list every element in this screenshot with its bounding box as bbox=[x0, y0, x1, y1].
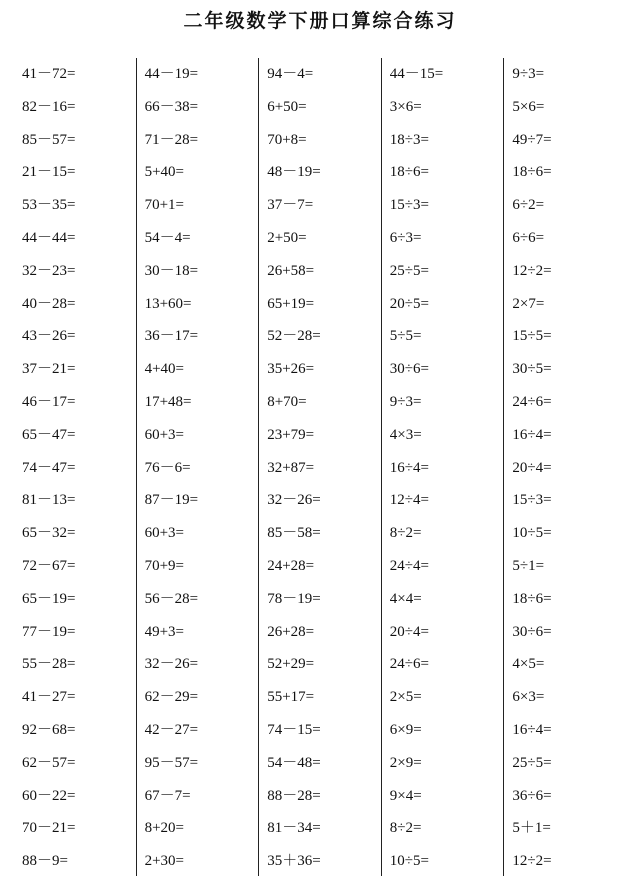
problem-item: 9×4= bbox=[389, 787, 422, 804]
problem-item: 32+87= bbox=[267, 459, 315, 476]
problem-item: 2×5= bbox=[389, 689, 422, 706]
problem-item: 65－47= bbox=[22, 426, 76, 443]
problem-item: 13+60= bbox=[144, 295, 192, 312]
problem-item: 85－58= bbox=[267, 525, 321, 542]
problem-column-4 bbox=[381, 58, 504, 876]
problem-item: 15÷3= bbox=[512, 492, 552, 509]
problem-item: 72－67= bbox=[22, 557, 76, 574]
problem-item: 43－26= bbox=[22, 328, 76, 345]
problem-item: 5＋1= bbox=[512, 820, 551, 837]
problem-item: 62－29= bbox=[144, 689, 199, 706]
problem-grid bbox=[14, 58, 626, 876]
problem-item: 6÷6= bbox=[512, 229, 545, 246]
problem-item: 32－26= bbox=[144, 656, 199, 673]
problem-item: 65－32= bbox=[22, 525, 76, 542]
problem-item: 25÷5= bbox=[512, 754, 552, 771]
problem-item: 46－17= bbox=[22, 393, 76, 410]
problem-item: 70+8= bbox=[267, 131, 307, 148]
problem-item: 20÷5= bbox=[389, 295, 429, 312]
problem-item: 60+3= bbox=[144, 426, 185, 443]
problem-item: 12÷4= bbox=[389, 492, 429, 509]
problem-item: 60－22= bbox=[22, 787, 76, 804]
problem-item: 41－27= bbox=[22, 689, 76, 706]
problem-column-1 bbox=[14, 58, 136, 876]
problem-item: 2+30= bbox=[144, 853, 185, 870]
problem-item: 2×7= bbox=[512, 295, 545, 312]
problem-item: 49÷7= bbox=[512, 131, 552, 148]
problem-item: 55+17= bbox=[267, 689, 315, 706]
problem-item: 10÷5= bbox=[512, 525, 552, 542]
problem-item: 66－38= bbox=[144, 98, 199, 115]
problem-item: 70+9= bbox=[144, 557, 185, 574]
problem-item: 76－6= bbox=[144, 459, 191, 476]
problem-item: 94－4= bbox=[267, 66, 314, 82]
problem-item: 32－26= bbox=[267, 492, 321, 509]
problem-item: 5÷1= bbox=[512, 557, 545, 574]
problem-item: 16÷4= bbox=[389, 459, 429, 476]
problem-item: 67－7= bbox=[144, 787, 191, 804]
problem-item: 41－72= bbox=[22, 66, 76, 82]
problem-item: 17+48= bbox=[144, 393, 192, 410]
problem-item: 56－28= bbox=[144, 590, 199, 607]
problem-item: 81－13= bbox=[22, 492, 76, 509]
problem-item: 20÷4= bbox=[512, 459, 552, 476]
problem-item: 8+70= bbox=[267, 393, 307, 410]
problem-item: 2+50= bbox=[267, 229, 307, 246]
problem-item: 36－17= bbox=[144, 328, 199, 345]
problem-item: 18÷3= bbox=[389, 131, 429, 148]
problem-item: 6÷2= bbox=[512, 197, 545, 214]
problem-item: 52+29= bbox=[267, 656, 315, 673]
problem-item: 30－18= bbox=[144, 262, 199, 279]
problem-item: 24÷6= bbox=[512, 393, 552, 410]
problem-item: 32－23= bbox=[22, 262, 76, 279]
problem-item: 10÷5= bbox=[389, 853, 429, 870]
problem-item: 21－15= bbox=[22, 164, 76, 181]
problem-item: 95－57= bbox=[144, 754, 199, 771]
problem-item: 20÷4= bbox=[389, 623, 429, 640]
problem-item: 23+79= bbox=[267, 426, 315, 443]
problem-item: 70+1= bbox=[144, 197, 185, 214]
problem-item: 4×5= bbox=[512, 656, 545, 673]
problem-item: 5+40= bbox=[144, 164, 185, 181]
problem-item: 18÷6= bbox=[389, 164, 429, 181]
problem-item: 37－21= bbox=[22, 361, 76, 378]
problem-item: 8+20= bbox=[144, 820, 185, 837]
problem-item: 54－4= bbox=[144, 229, 191, 246]
problem-item: 4+40= bbox=[144, 361, 185, 378]
problem-item: 24÷6= bbox=[389, 656, 429, 673]
problem-item: 12÷2= bbox=[512, 853, 552, 870]
problem-item: 8÷2= bbox=[389, 525, 422, 542]
problem-item: 55－28= bbox=[22, 656, 76, 673]
problem-item: 16÷4= bbox=[512, 721, 552, 738]
problem-item: 30÷6= bbox=[512, 623, 552, 640]
problem-item: 5÷5= bbox=[389, 328, 422, 345]
problem-item: 25÷5= bbox=[389, 262, 429, 279]
problem-item: 78－19= bbox=[267, 590, 321, 607]
problem-item: 35＋36= bbox=[267, 853, 321, 870]
problem-item: 85－57= bbox=[22, 131, 76, 148]
problem-item: 16÷4= bbox=[512, 426, 552, 443]
problem-item: 42－27= bbox=[144, 721, 199, 738]
problem-column-3 bbox=[258, 58, 381, 876]
problem-column-2 bbox=[136, 58, 259, 876]
problem-item: 18÷6= bbox=[512, 590, 552, 607]
problem-item: 81－34= bbox=[267, 820, 321, 837]
problem-item: 24+28= bbox=[267, 557, 315, 574]
problem-item: 6+50= bbox=[267, 98, 307, 115]
problem-item: 74－15= bbox=[267, 721, 321, 738]
problem-column-5 bbox=[503, 58, 626, 876]
problem-item: 37－7= bbox=[267, 197, 314, 214]
problem-item: 88－28= bbox=[267, 787, 321, 804]
problem-item: 4×4= bbox=[389, 590, 422, 607]
problem-item: 5×6= bbox=[512, 98, 545, 115]
problem-item: 48－19= bbox=[267, 164, 321, 181]
problem-item: 77－19= bbox=[22, 623, 76, 640]
problem-item: 40－28= bbox=[22, 295, 76, 312]
problem-item: 54－48= bbox=[267, 754, 321, 771]
problem-item: 6×3= bbox=[512, 689, 545, 706]
problem-item: 82－16= bbox=[22, 98, 76, 115]
problem-item: 74－47= bbox=[22, 459, 76, 476]
problem-item: 8÷2= bbox=[389, 820, 422, 837]
problem-item: 44－19= bbox=[144, 66, 199, 82]
problem-item: 30÷6= bbox=[389, 361, 429, 378]
page-title: 二年级数学下册口算综合练习 bbox=[183, 10, 457, 32]
problem-item: 2×9= bbox=[389, 754, 422, 771]
problem-item: 53－35= bbox=[22, 197, 76, 214]
problem-item: 52－28= bbox=[267, 328, 321, 345]
problem-item: 9÷3= bbox=[389, 393, 422, 410]
problem-item: 44－15= bbox=[389, 66, 444, 82]
problem-item: 6÷3= bbox=[389, 229, 422, 246]
problem-item: 30÷5= bbox=[512, 361, 552, 378]
problem-item: 62－57= bbox=[22, 754, 76, 771]
problem-item: 15÷3= bbox=[389, 197, 429, 214]
problem-item: 15÷5= bbox=[512, 328, 552, 345]
problem-item: 24÷4= bbox=[389, 557, 429, 574]
problem-item: 26+28= bbox=[267, 623, 315, 640]
problem-item: 36÷6= bbox=[512, 787, 552, 804]
problem-item: 4×3= bbox=[389, 426, 422, 443]
problem-item: 3×6= bbox=[389, 98, 422, 115]
problem-item: 65+19= bbox=[267, 295, 315, 312]
problem-item: 44－44= bbox=[22, 229, 76, 246]
problem-item: 92－68= bbox=[22, 721, 76, 738]
problem-item: 71－28= bbox=[144, 131, 199, 148]
problem-item: 9÷3= bbox=[512, 66, 545, 82]
problem-item: 65－19= bbox=[22, 590, 76, 607]
problem-item: 35+26= bbox=[267, 361, 315, 378]
problem-item: 6×9= bbox=[389, 721, 422, 738]
problem-item: 18÷6= bbox=[512, 164, 552, 181]
problem-item: 60+3= bbox=[144, 525, 185, 542]
problem-item: 12÷2= bbox=[512, 262, 552, 279]
problem-item: 88－9= bbox=[22, 853, 68, 870]
problem-item: 49+3= bbox=[144, 623, 185, 640]
problem-item: 70－21= bbox=[22, 820, 76, 837]
problem-item: 26+58= bbox=[267, 262, 315, 279]
problem-item: 87－19= bbox=[144, 492, 199, 509]
